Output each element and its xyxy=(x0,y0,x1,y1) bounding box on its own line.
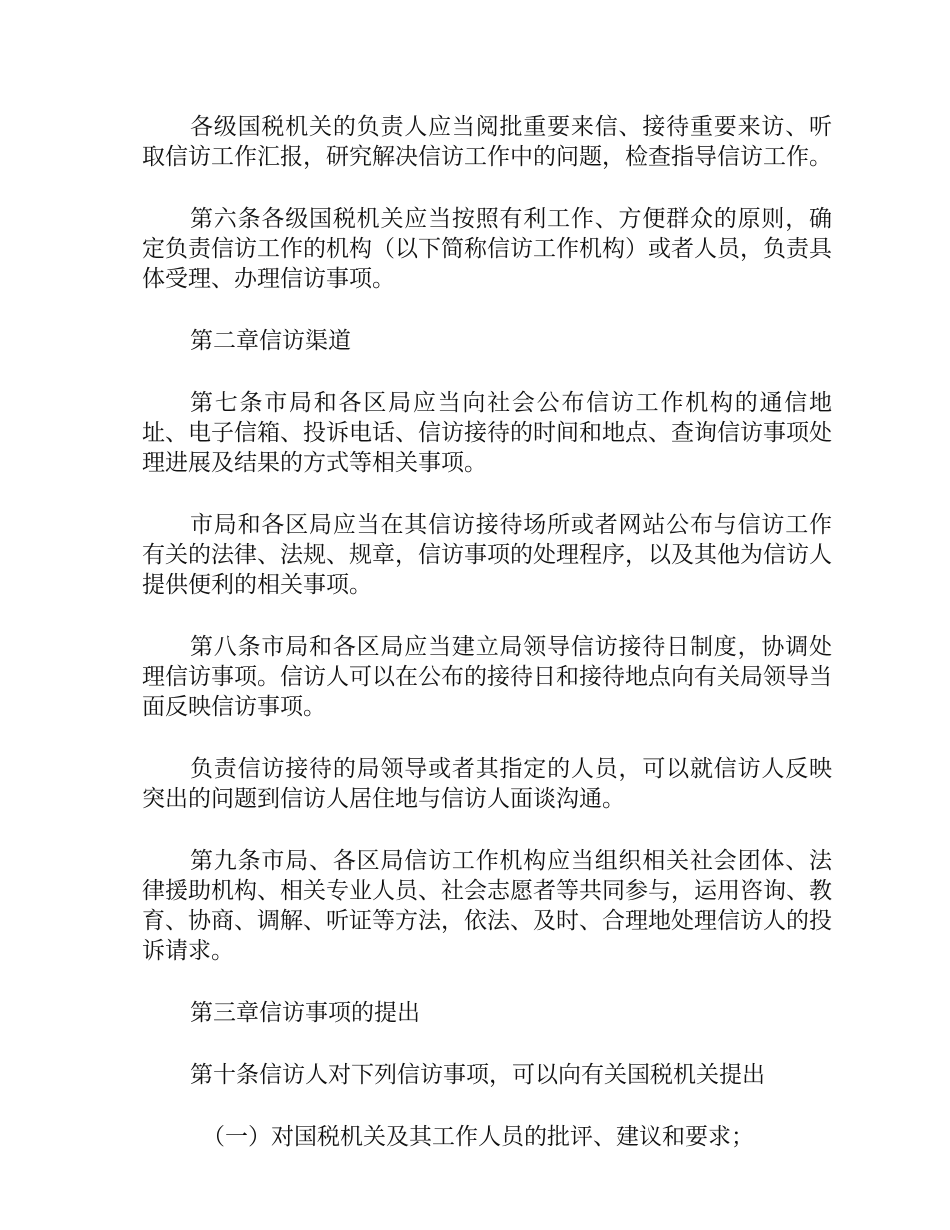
chapter-heading-3: 第三章信访事项的提出 xyxy=(190,1000,420,1026)
paragraph-article-8-interview: 负责信访接待的局领导或者其指定的人员，可以就信访人反映突出的问题到信访人居住地与信访人面谈沟通。 xyxy=(142,756,832,812)
chapter-heading-2: 第二章信访渠道 xyxy=(190,328,351,354)
paragraph-article-10: 第十条信访人对下列信访事项，可以向有关国税机关提出 xyxy=(190,1062,765,1088)
paragraph-article-8: 第八条市局和各区局应当建立局领导信访接待日制度，协调处理信访事项。信访人可以在公布的接待日和接待地点向有关局领导当面反映信访事项。 xyxy=(142,634,832,720)
document-body xyxy=(142,112,832,1184)
paragraph-article-7: 第七条市局和各区局应当向社会公布信访工作机构的通信地址、电子信箱、投诉电话、信访接待的时间和地点、查询信访事项处理进展及结果的方式等相关事项。 xyxy=(142,390,832,476)
paragraph-leadership-duties: 各级国税机关的负责人应当阅批重要来信、接待重要来访、听取信访工作汇报，研究解决信访工作中的问题，检查指导信访工作。 xyxy=(142,114,832,170)
paragraph-article-6: 第六条各级国税机关应当按照有利工作、方便群众的原则，确定负责信访工作的机构（以下简称信访工作机构）或者人员，负责具体受理、办理信访事项。 xyxy=(142,206,832,292)
paragraph-article-7-publication: 市局和各区局应当在其信访接待场所或者网站公布与信访工作有关的法律、法规、规章，信访事项的处理程序，以及其他为信访人提供便利的相关事项。 xyxy=(142,512,832,598)
list-item-1: （一）对国税机关及其工作人员的批评、建议和要求； xyxy=(202,1124,754,1150)
paragraph-article-9: 第九条市局、各区局信访工作机构应当组织相关社会团体、法律援助机构、相关专业人员、社会志愿者等共同参与，运用咨询、教育、协商、调解、听证等方法，依法、及时、合理地处理信访人的投诉请求。 xyxy=(142,848,832,964)
